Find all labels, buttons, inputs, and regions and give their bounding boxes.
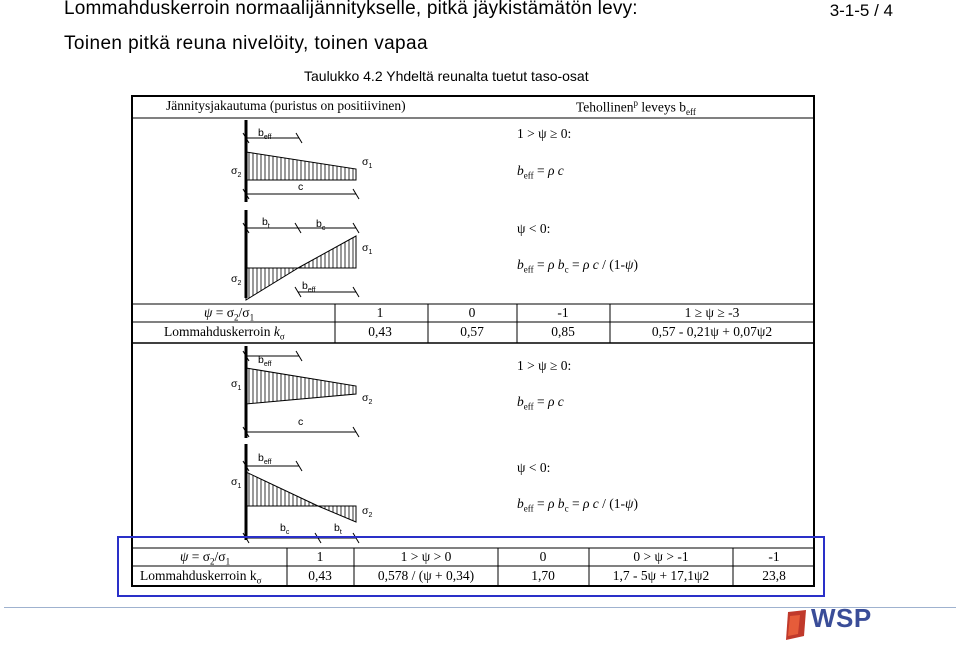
label-bt: $b_t$	[262, 216, 270, 231]
psi-value: 1 > ψ > 0	[400, 549, 452, 564]
label-beff: $b_{eff}$	[258, 452, 272, 467]
k-value: 1,70	[531, 568, 555, 583]
label-c: c	[298, 181, 304, 193]
psi-label-1: $\psi = \sigma_2/\sigma_1$	[204, 305, 255, 323]
psi-value: 0 > ψ > -1	[633, 549, 689, 564]
label-sigma1: $\sigma_1$	[231, 476, 242, 491]
page-number: 3-1-5 / 4	[829, 1, 893, 20]
table-header-left: Jännitysjakautuma (puristus on positiivinen)	[166, 98, 406, 113]
label-bt: $b_t$	[334, 522, 342, 537]
k-value: 23,8	[762, 568, 786, 583]
k-value: 0,57 - 0,21ψ + 0,07ψ2	[651, 324, 773, 339]
psi-value: 1 ≥ ψ ≥ -3	[684, 305, 740, 320]
page-title: Lommahduskerroin normaalijännitykselle, pitkä jäykistämätön levy:	[64, 0, 638, 19]
condition-2a: 1 > ψ ≥ 0:	[517, 358, 572, 373]
label-bc: $b_c$	[280, 522, 290, 537]
wsp-logo-text: WSP	[811, 603, 872, 633]
table-header-right: Tehollinen$^p$ leveys $b_{eff}$	[576, 98, 696, 118]
psi-label-2: $\psi = \sigma_2/\sigma_1$	[180, 549, 231, 567]
k-value: 0,43	[308, 568, 332, 583]
label-sigma2: $\sigma_2$	[362, 505, 373, 520]
psi-value: 0	[468, 305, 476, 320]
condition-2b: ψ < 0:	[517, 460, 551, 475]
label-beff: $b_{eff}$	[302, 280, 316, 295]
label-c: c	[298, 416, 304, 428]
k-value: 0,85	[551, 324, 575, 339]
formula-1b: $b_{eff} = \rho$ $b_c = \rho$ c / (1-ψ)	[517, 257, 638, 275]
formula-2a: $b_{eff} = \rho$ c	[517, 394, 564, 412]
label-bc: $b_c$	[316, 218, 326, 233]
label-sigma1: $\sigma_1$	[231, 378, 242, 393]
k-value: 1,7 - 5ψ + 17,1ψ2	[612, 568, 710, 583]
psi-value: -1	[557, 305, 569, 320]
k-value: 0,578 / (ψ + 0,34)	[377, 568, 475, 583]
label-sigma2: $\sigma_2$	[231, 165, 242, 180]
k-value: 0,43	[368, 324, 392, 339]
highlight-box	[117, 536, 825, 597]
label-sigma2: $\sigma_2$	[231, 273, 242, 288]
formula-1a: $b_{eff} = \rho$ c	[517, 163, 564, 181]
label-beff: $b_{eff}$	[258, 127, 272, 142]
label-sigma1: $\sigma_1$	[362, 156, 373, 171]
condition-1b: ψ < 0:	[517, 221, 551, 236]
psi-value: 1	[316, 549, 324, 564]
k-value: 0,57	[460, 324, 484, 339]
psi-value: -1	[768, 549, 780, 564]
psi-value: 1	[376, 305, 384, 320]
condition-1a: 1 > ψ ≥ 0:	[517, 126, 572, 141]
stress-diagram-2	[243, 210, 359, 300]
formula-2b: $b_{eff} = \rho$ $b_c = \rho$ c / (1-ψ)	[517, 496, 638, 514]
label-beff: $b_{eff}$	[258, 354, 272, 369]
k-label-2: Lommahduskerroin $k_\sigma$	[140, 568, 262, 586]
table-caption: Taulukko 4.2 Yhdeltä reunalta tuetut taso-osat	[304, 68, 589, 84]
page-subtitle: Toinen pitkä reuna nivelöity, toinen vapaa	[64, 33, 428, 54]
label-sigma1: $\sigma_1$	[362, 242, 373, 257]
psi-value: 0	[539, 549, 547, 564]
label-sigma2: $\sigma_2$	[362, 392, 373, 407]
k-label-1: Lommahduskerroin $k_\sigma$	[164, 324, 285, 342]
